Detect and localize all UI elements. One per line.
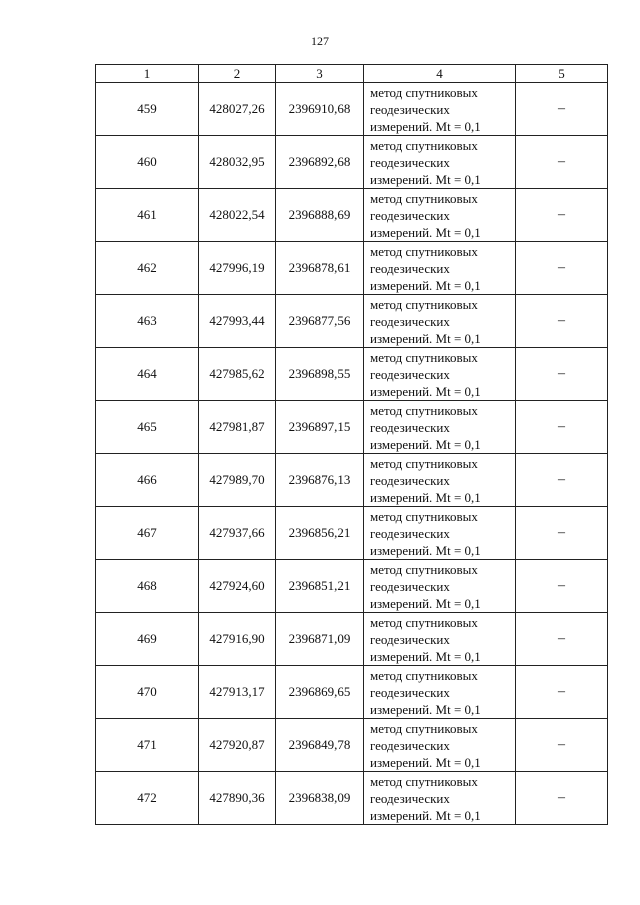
column-header-1: 1 (96, 65, 199, 83)
method-text-line: геодезических (370, 631, 450, 647)
method-text-line: метод спутниковых (370, 402, 478, 418)
method-cell (364, 83, 516, 136)
method-text-line: измерений. Mt = 0,1 (370, 807, 481, 823)
method-text-line: измерений. Mt = 0,1 (370, 224, 481, 240)
y-coordinate-cell: 2396888,69 (276, 189, 364, 242)
y-coordinate-cell: 2396871,09 (276, 613, 364, 666)
method-text-line: геодезических (370, 207, 450, 223)
point-number-cell: 467 (96, 507, 199, 560)
method-cell (364, 189, 516, 242)
method-text-line: метод спутниковых (370, 190, 478, 206)
y-coordinate-cell: 2396892,68 (276, 136, 364, 189)
point-number-cell: 472 (96, 772, 199, 825)
table-row (96, 295, 608, 348)
method-cell (364, 454, 516, 507)
x-coordinate-cell: 427913,17 (199, 666, 276, 719)
column-header-5: 5 (516, 65, 608, 83)
point-number-cell: 465 (96, 401, 199, 454)
y-coordinate-cell: 2396876,13 (276, 454, 364, 507)
method-text-line: измерений. Mt = 0,1 (370, 701, 481, 717)
table-body (96, 83, 608, 825)
method-cell (364, 719, 516, 772)
point-number-cell: 462 (96, 242, 199, 295)
table-header-row (96, 65, 608, 83)
point-number-cell: 468 (96, 560, 199, 613)
point-number-cell: 464 (96, 348, 199, 401)
method-cell (364, 560, 516, 613)
x-coordinate-cell: 427981,87 (199, 401, 276, 454)
method-text-line: геодезических (370, 525, 450, 541)
note-cell: – (516, 507, 608, 560)
x-coordinate-cell: 427890,36 (199, 772, 276, 825)
method-text-line: геодезических (370, 472, 450, 488)
point-number-cell: 461 (96, 189, 199, 242)
method-text-line: измерений. Mt = 0,1 (370, 118, 481, 134)
method-text-line: метод спутниковых (370, 455, 478, 471)
note-cell: – (516, 560, 608, 613)
note-cell: – (516, 295, 608, 348)
method-text-line: метод спутниковых (370, 349, 478, 365)
note-cell: – (516, 454, 608, 507)
table-row (96, 83, 608, 136)
column-header-4: 4 (364, 65, 516, 83)
note-cell: – (516, 666, 608, 719)
page-number: 127 (311, 34, 329, 48)
table-row (96, 560, 608, 613)
note-cell: – (516, 242, 608, 295)
x-coordinate-cell: 427996,19 (199, 242, 276, 295)
method-text-line: измерений. Mt = 0,1 (370, 171, 481, 187)
method-text-line: измерений. Mt = 0,1 (370, 754, 481, 770)
x-coordinate-cell: 428027,26 (199, 83, 276, 136)
method-cell (364, 507, 516, 560)
method-text-line: метод спутниковых (370, 296, 478, 312)
column-header-2: 2 (199, 65, 276, 83)
y-coordinate-cell: 2396851,21 (276, 560, 364, 613)
table-row (96, 772, 608, 825)
method-text-line: метод спутниковых (370, 773, 478, 789)
x-coordinate-cell: 428022,54 (199, 189, 276, 242)
x-coordinate-cell: 427989,70 (199, 454, 276, 507)
point-number-cell: 463 (96, 295, 199, 348)
method-text-line: метод спутниковых (370, 508, 478, 524)
method-text-line: измерений. Mt = 0,1 (370, 489, 481, 505)
method-cell (364, 666, 516, 719)
method-text-line: измерений. Mt = 0,1 (370, 595, 481, 611)
point-number-cell: 459 (96, 83, 199, 136)
note-cell: – (516, 401, 608, 454)
x-coordinate-cell: 427937,66 (199, 507, 276, 560)
y-coordinate-cell: 2396898,55 (276, 348, 364, 401)
table-row (96, 719, 608, 772)
y-coordinate-cell: 2396849,78 (276, 719, 364, 772)
note-cell: – (516, 613, 608, 666)
y-coordinate-cell: 2396878,61 (276, 242, 364, 295)
method-cell (364, 348, 516, 401)
table-row (96, 242, 608, 295)
method-text-line: геодезических (370, 313, 450, 329)
method-text-line: геодезических (370, 578, 450, 594)
y-coordinate-cell: 2396856,21 (276, 507, 364, 560)
point-number-cell: 471 (96, 719, 199, 772)
table-row (96, 613, 608, 666)
method-text-line: геодезических (370, 684, 450, 700)
x-coordinate-cell: 427920,87 (199, 719, 276, 772)
method-text-line: измерений. Mt = 0,1 (370, 648, 481, 664)
note-cell: – (516, 189, 608, 242)
method-text-line: геодезических (370, 260, 450, 276)
point-number-cell: 469 (96, 613, 199, 666)
coordinates-table (95, 64, 608, 825)
y-coordinate-cell: 2396838,09 (276, 772, 364, 825)
method-text-line: метод спутниковых (370, 84, 478, 100)
method-text-line: метод спутниковых (370, 137, 478, 153)
x-coordinate-cell: 428032,95 (199, 136, 276, 189)
table-row (96, 189, 608, 242)
x-coordinate-cell: 427993,44 (199, 295, 276, 348)
y-coordinate-cell: 2396910,68 (276, 83, 364, 136)
method-text-line: геодезических (370, 101, 450, 117)
method-text-line: измерений. Mt = 0,1 (370, 383, 481, 399)
point-number-cell: 460 (96, 136, 199, 189)
note-cell: – (516, 348, 608, 401)
y-coordinate-cell: 2396897,15 (276, 401, 364, 454)
method-text-line: метод спутниковых (370, 720, 478, 736)
x-coordinate-cell: 427916,90 (199, 613, 276, 666)
method-text-line: геодезических (370, 366, 450, 382)
y-coordinate-cell: 2396877,56 (276, 295, 364, 348)
method-text-line: геодезических (370, 790, 450, 806)
column-header-3: 3 (276, 65, 364, 83)
x-coordinate-cell: 427924,60 (199, 560, 276, 613)
method-text-line: метод спутниковых (370, 243, 478, 259)
method-text-line: измерений. Mt = 0,1 (370, 277, 481, 293)
method-text-line: измерений. Mt = 0,1 (370, 542, 481, 558)
table-row (96, 666, 608, 719)
method-text-line: измерений. Mt = 0,1 (370, 436, 481, 452)
note-cell: – (516, 719, 608, 772)
method-cell (364, 136, 516, 189)
method-text-line: метод спутниковых (370, 667, 478, 683)
note-cell: – (516, 772, 608, 825)
method-text-line: метод спутниковых (370, 561, 478, 577)
table-row (96, 401, 608, 454)
method-cell (364, 295, 516, 348)
method-text-line: метод спутниковых (370, 614, 478, 630)
method-cell (364, 242, 516, 295)
point-number-cell: 466 (96, 454, 199, 507)
method-text-line: измерений. Mt = 0,1 (370, 330, 481, 346)
method-cell (364, 772, 516, 825)
table-row (96, 507, 608, 560)
table-row (96, 454, 608, 507)
method-text-line: геодезических (370, 737, 450, 753)
note-cell: – (516, 136, 608, 189)
x-coordinate-cell: 427985,62 (199, 348, 276, 401)
method-cell (364, 613, 516, 666)
table-row (96, 348, 608, 401)
table-row (96, 136, 608, 189)
method-text-line: геодезических (370, 419, 450, 435)
method-cell (364, 401, 516, 454)
point-number-cell: 470 (96, 666, 199, 719)
y-coordinate-cell: 2396869,65 (276, 666, 364, 719)
method-text-line: геодезических (370, 154, 450, 170)
note-cell: – (516, 83, 608, 136)
